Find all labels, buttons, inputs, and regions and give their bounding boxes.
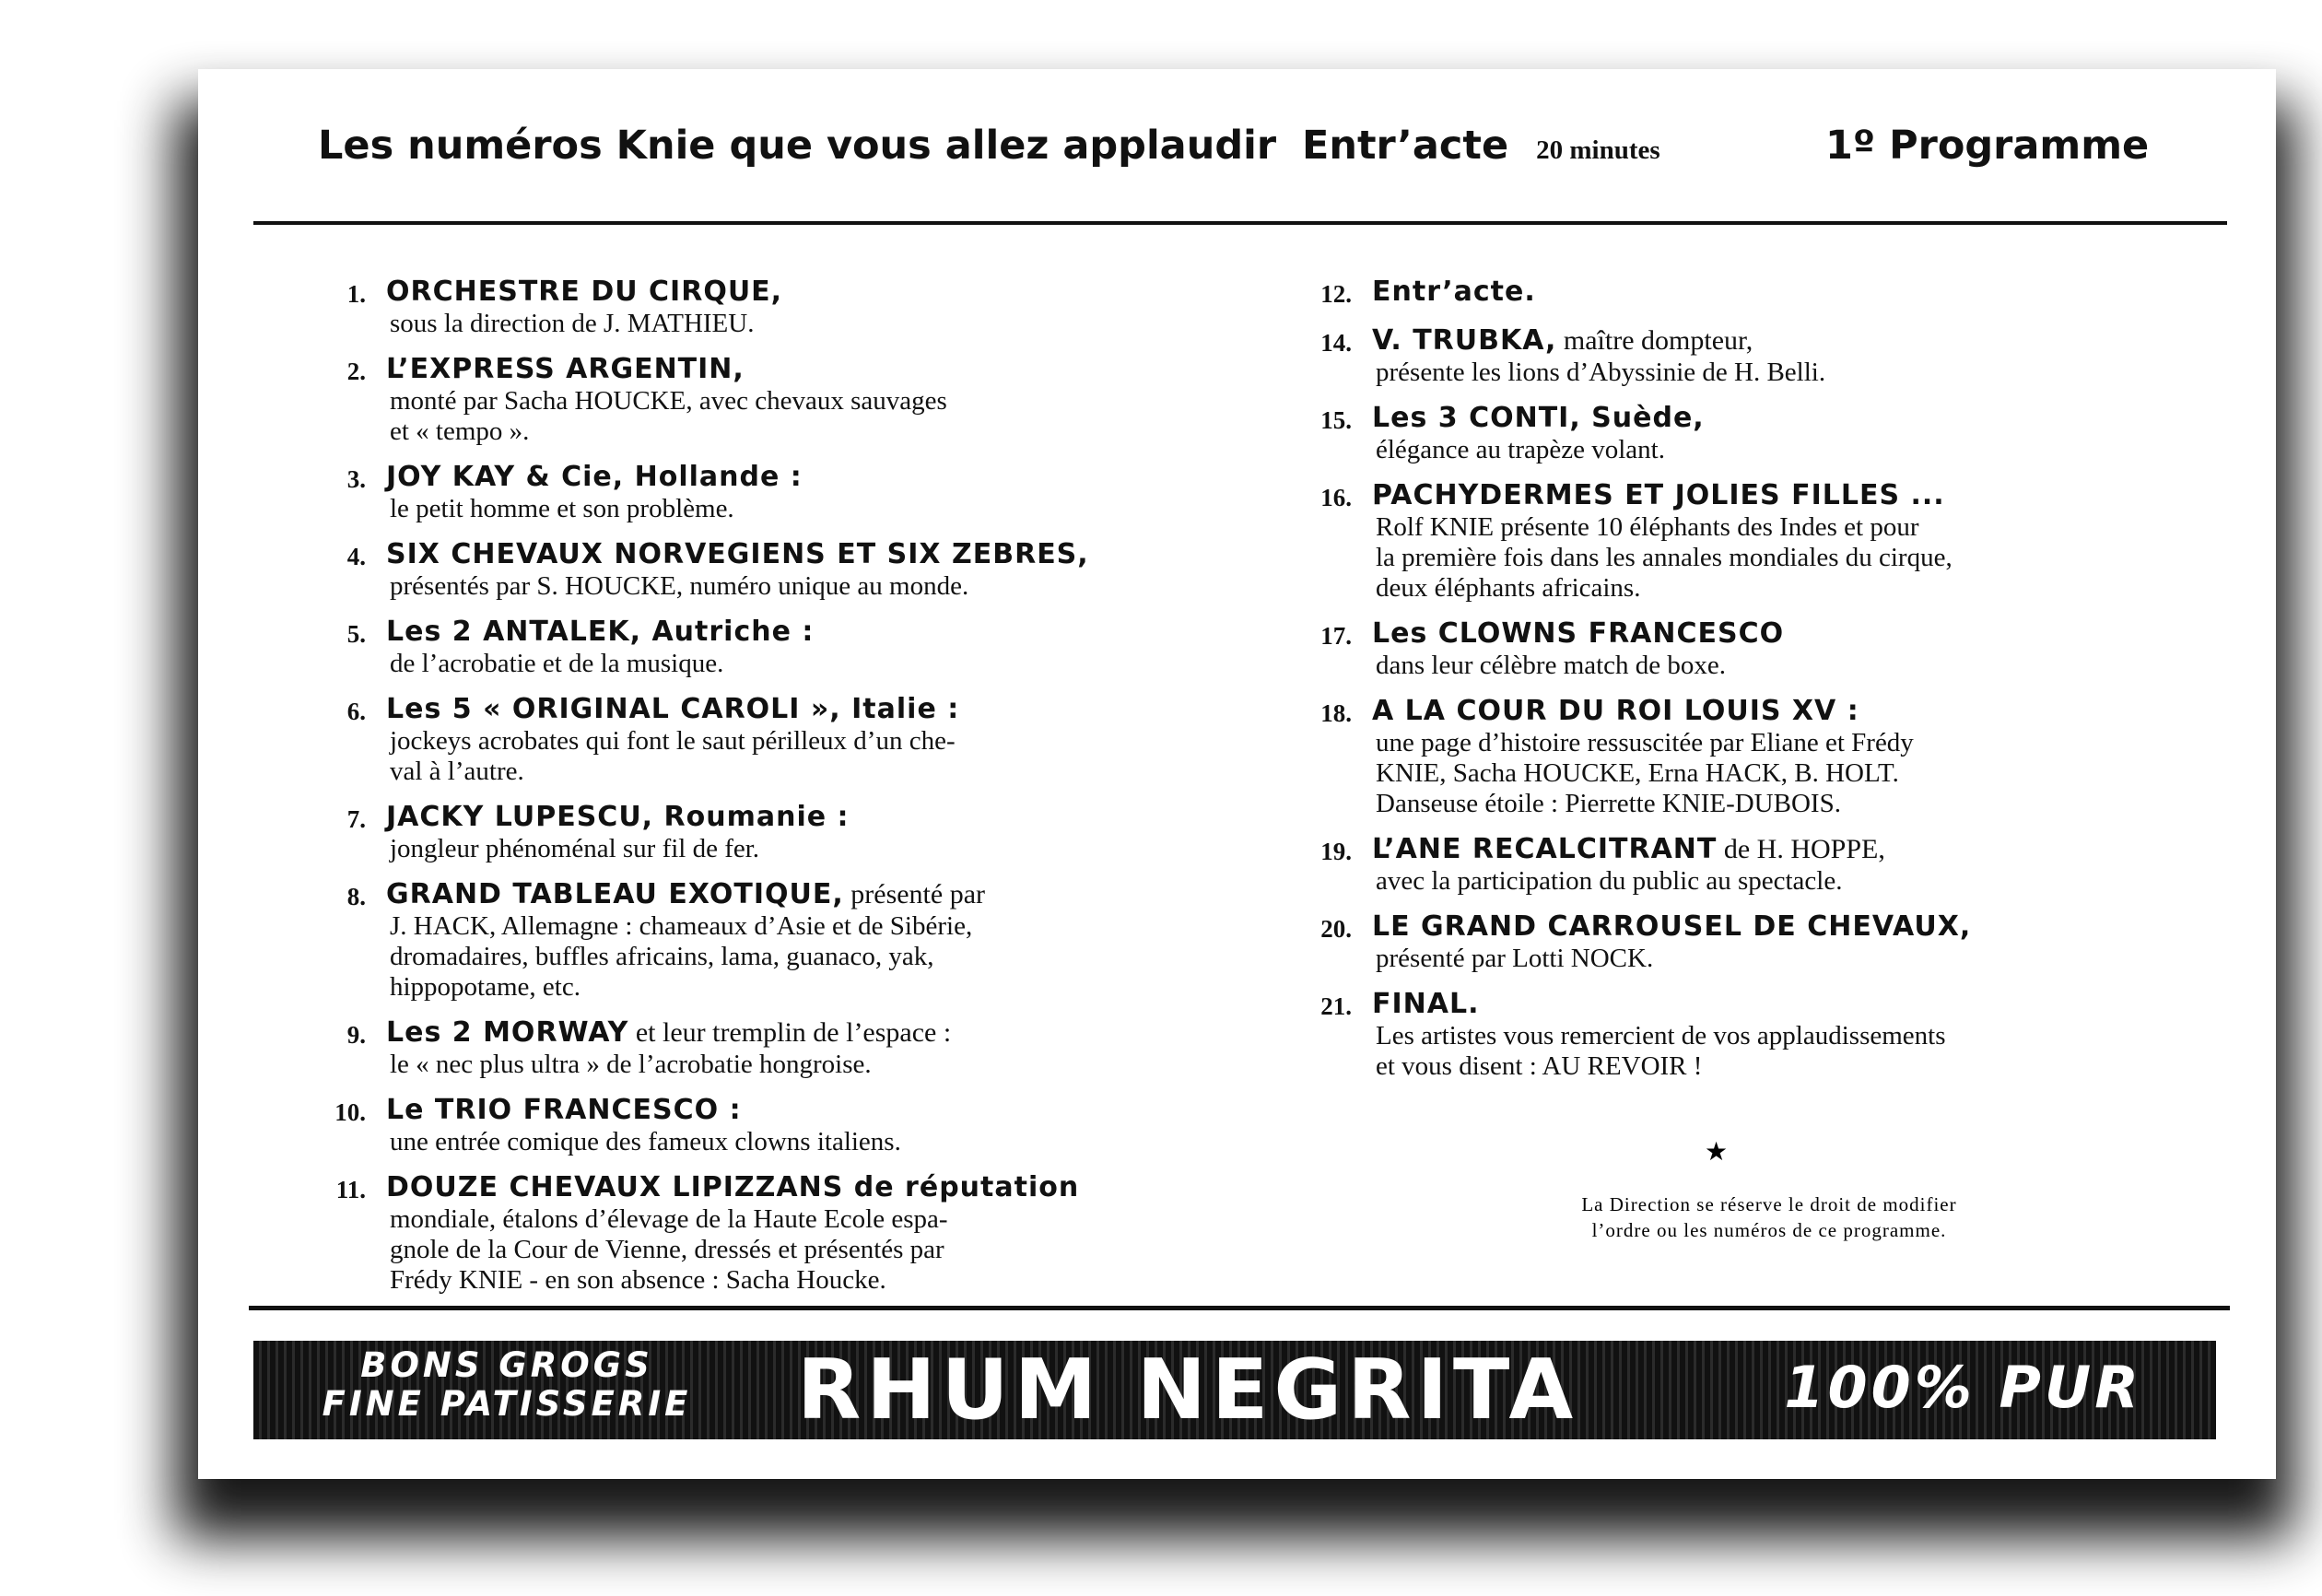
item-body [386,460,1156,524]
item-title-extra: et leur tremplin de l’espace : [628,1017,952,1048]
item-title-extra: présenté par [843,879,986,909]
item-description-line: gnole de la Cour de Vienne, dressés et présentés par [390,1235,944,1264]
item-description-line: Danseuse étoile : Pierrette KNIE-DUBOIS. [1376,789,1841,818]
item-number: 14. [1320,329,1352,357]
item-title [386,1093,1156,1127]
item-number: 20. [1320,915,1352,943]
item-title [1372,478,2161,512]
item-description-line: la première fois dans les annales mondiales du cirque, [1376,543,1953,572]
item-title-text: JACKY LUPESCU, Roumanie : [386,801,850,833]
item-description-line: le « nec plus ultra » de l’acrobatie hongroise. [390,1050,872,1079]
item-title [1372,694,2161,728]
item-title [386,1170,1156,1204]
item-number: 3. [346,465,366,493]
item-description-line: élégance au trapèze volant. [1376,435,1665,464]
item-body [386,1093,1156,1157]
item-body [386,877,1156,1003]
item-title [386,692,1156,726]
item-title [1372,401,2161,435]
item-number: 21. [1320,992,1352,1020]
program-item [309,1170,1156,1296]
right-column [1295,275,2161,1095]
item-title [1372,275,2161,309]
item-description-line: sous la direction de J. MATHIEU. [390,309,755,338]
program-item [1295,616,2161,681]
item-title [1372,987,2161,1021]
item-title-text: LE GRAND CARROUSEL DE CHEVAUX, [1372,910,1972,943]
item-body [1372,275,2161,311]
item-description-line: J. HACK, Allemagne : chameaux d’Asie et de Sibérie, [390,911,973,941]
item-title-extra: maître dompteur, [1556,325,1753,356]
program-item [1295,909,2161,974]
item-body [1372,832,2161,897]
item-title-text: V. TRUBKA, [1372,324,1557,357]
item-title-text: GRAND TABLEAU EXOTIQUE, [386,878,844,910]
item-title-text: DOUZE CHEVAUX LIPIZZANS de réputation [386,1171,1080,1203]
left-column [309,275,1156,1308]
item-description-line: mondiale, étalons d’élevage de la Haute Ecole espa- [390,1204,948,1234]
program-item [309,537,1156,602]
program-item [1295,401,2161,465]
item-title [386,615,1156,649]
item-number: 4. [346,543,366,570]
header-intermission-duration: 20 minutes [1536,135,1660,165]
item-description-line: val à l’autre. [390,757,524,786]
banner-right-text: 100% PUR [1784,1354,2142,1421]
item-body [1372,616,2161,681]
item-number: 7. [346,805,366,833]
item-body [386,352,1156,447]
star-ornament: ★ [1705,1136,1729,1167]
program-item [1295,275,2161,311]
banner-left-line: FINE PATISSERIE [322,1384,692,1424]
item-body [1372,478,2161,604]
item-number: 9. [346,1021,366,1049]
item-description-line: le petit homme et son problème. [390,494,734,523]
item-number: 5. [346,620,366,648]
item-number: 19. [1320,838,1352,865]
item-description-line: Rolf KNIE présente 10 éléphants des Indes et pour [1376,512,1919,542]
item-title-text: Les 2 ANTALEK, Autriche : [386,616,815,648]
direction-note-line: La Direction se réserve le droit de modifier [1581,1193,1957,1215]
program-item [309,877,1156,1003]
item-body [386,800,1156,864]
banner-left-line: BONS GROGS [360,1345,653,1385]
item-title-text: Le TRIO FRANCESCO : [386,1094,742,1126]
item-body [386,692,1156,787]
item-title [386,537,1156,571]
item-title-text: Les 5 « ORIGINAL CAROLI », Italie : [386,693,960,725]
item-title-text: A LA COUR DU ROI LOUIS XV : [1372,695,1859,727]
item-number: 10. [334,1098,366,1126]
item-title [386,460,1156,494]
item-description-line: Les artistes vous remercient de vos applaudissements [1376,1021,1946,1050]
header-intermission [1302,123,1660,169]
item-title-text: SIX CHEVAUX NORVEGIENS ET SIX ZEBRES, [386,538,1089,570]
item-title-text: L’ANE RECALCITRANT [1372,833,1718,865]
item-number: 12. [1320,280,1352,308]
item-number: 15. [1320,406,1352,434]
item-description-line: présentés par S. HOUCKE, numéro unique au monde. [390,571,969,601]
item-description-line: KNIE, Sacha HOUCKE, Erna HACK, B. HOLT. [1376,758,1899,788]
program-item [309,692,1156,787]
item-number: 2. [346,358,366,385]
item-description-line: jongleur phénoménal sur fil de fer. [390,834,760,863]
item-description-line: deux éléphants africains. [1376,573,1641,603]
item-body [1372,323,2161,388]
item-body [1372,909,2161,974]
item-description-line: monté par Sacha HOUCKE, avec chevaux sauvages [390,386,947,416]
item-title [1372,909,2161,944]
item-title [386,352,1156,386]
item-body [386,1170,1156,1296]
item-description-line: et « tempo ». [390,417,530,446]
program-item [1295,832,2161,897]
direction-note [1447,1191,2092,1243]
item-title [386,275,1156,309]
top-rule [253,221,2227,225]
item-body [1372,401,2161,465]
item-description-line: une entrée comique des fameux clowns italiens. [390,1127,901,1156]
item-description-line: avec la participation du public au spectacle. [1376,866,1843,896]
item-title [1372,832,2161,866]
item-title-text: Les 2 MORWAY [386,1016,629,1049]
program-item [309,1015,1156,1080]
program-item [1295,478,2161,604]
item-title-extra: de H. HOPPE, [1717,834,1885,864]
header-programme: 1º Programme [1825,123,2150,169]
item-title-text: Les CLOWNS FRANCESCO [1372,617,1785,650]
program-item [1295,987,2161,1082]
program-item [309,352,1156,447]
banner-brand: RHUM NEGRITA [797,1342,1579,1438]
item-title-text: FINAL. [1372,988,1480,1020]
header-intermission-label: Entr’acte [1302,123,1509,169]
item-number: 18. [1320,699,1352,727]
item-title [386,1015,1156,1050]
item-description-line: présente les lions d’Abyssinie de H. Belli. [1376,358,1826,387]
item-body [386,275,1156,339]
item-title-text: PACHYDERMES ET JOLIES FILLES ... [1372,479,1945,511]
advert-banner [253,1341,2216,1439]
item-body [386,615,1156,679]
item-title [386,877,1156,911]
direction-note-line: l’ordre ou les numéros de ce programme. [1591,1219,1947,1241]
item-title-text: Entr’acte. [1372,276,1536,308]
item-body [1372,694,2161,819]
header-left-title: Les numéros Knie que vous allez applaudir [318,123,1277,169]
item-body [386,1015,1156,1080]
item-body [386,537,1156,602]
item-description-line: dromadaires, buffles africains, lama, guanaco, yak, [390,942,934,971]
item-number: 11. [335,1176,366,1203]
item-description-line: jockeys acrobates qui font le saut périlleux d’un che- [390,726,956,756]
bottom-rule [249,1306,2230,1310]
item-title [1372,616,2161,651]
program-item [1295,323,2161,388]
program-item [309,615,1156,679]
banner-left-text [290,1346,723,1424]
program-item [309,800,1156,864]
item-description-line: dans leur célèbre match de boxe. [1376,651,1727,680]
item-description-line: de l’acrobatie et de la musique. [390,649,724,678]
program-item [309,1093,1156,1157]
item-title [386,800,1156,834]
item-number: 17. [1320,622,1352,650]
item-description-line: présenté par Lotti NOCK. [1376,944,1654,973]
item-description-line: et vous disent : AU REVOIR ! [1376,1051,1703,1081]
item-title-text: ORCHESTRE DU CIRQUE, [386,276,783,308]
item-title-text: JOY KAY & Cie, Hollande : [386,461,803,493]
program-page [198,69,2276,1479]
program-item [309,275,1156,339]
program-item [309,460,1156,524]
item-number: 16. [1320,484,1352,511]
item-number: 6. [346,698,366,725]
item-number: 1. [346,280,366,308]
item-description-line: hippopotame, etc. [390,972,580,1002]
item-description-line: une page d’histoire ressuscitée par Eliane et Frédy [1376,728,1914,757]
item-title-text: L’EXPRESS ARGENTIN, [386,353,745,385]
program-item [1295,694,2161,819]
item-body [1372,987,2161,1082]
item-title-text: Les 3 CONTI, Suède, [1372,402,1705,434]
item-description-line: Frédy KNIE - en son absence : Sacha Houcke. [390,1265,886,1295]
item-title [1372,323,2161,358]
item-number: 8. [346,883,366,910]
